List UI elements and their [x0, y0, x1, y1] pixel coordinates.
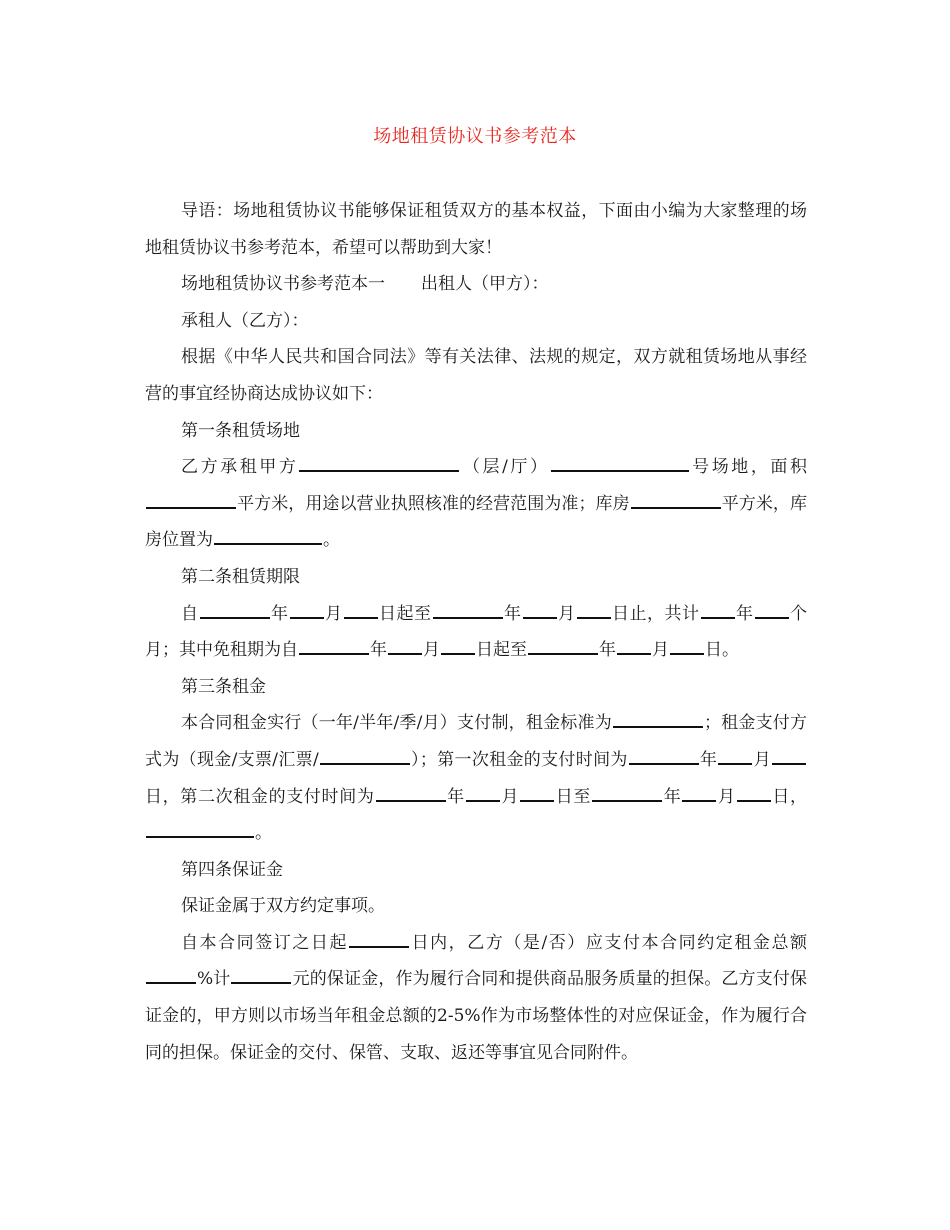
blank-field	[299, 458, 459, 472]
text-segment: 个月；其中免租期为自	[145, 603, 807, 661]
blank-field	[344, 605, 378, 619]
blank-field	[146, 824, 254, 838]
text-segment: 年	[503, 603, 522, 624]
blank-field	[682, 788, 716, 802]
text-segment: 日起至	[476, 640, 527, 661]
text-segment: %计	[197, 969, 231, 990]
blank-field	[551, 458, 689, 472]
blank-field	[146, 495, 236, 509]
preamble-paragraph: 根据《中华人民共和国合同法》等有关法律、法规的规定，双方就租赁场地从事经营的事宜经协商达成协议如下：	[145, 347, 807, 404]
text-segment: 。	[255, 823, 272, 844]
text-segment: 年	[663, 786, 682, 807]
text-segment: 年	[735, 603, 754, 624]
blank-field	[613, 714, 703, 728]
blank-field	[523, 605, 557, 619]
blank-field	[718, 751, 752, 765]
blank-field	[577, 605, 611, 619]
article-4-heading: 第四条保证金	[181, 859, 283, 880]
blank-field	[214, 531, 322, 545]
blank-field	[466, 788, 500, 802]
text-segment: 年	[599, 640, 616, 661]
text-segment: 日起至	[378, 603, 432, 624]
text-segment: 日内，乙方（是/否）应支付本合同约定租金总额	[410, 932, 807, 953]
blank-field	[146, 970, 196, 984]
text-segment: 年	[370, 640, 387, 661]
text-segment: 月	[423, 640, 440, 661]
text-segment: 自	[181, 603, 199, 624]
sample-heading-line	[145, 266, 807, 303]
blank-field	[441, 641, 475, 655]
text-segment: 乙方承租甲方	[181, 457, 299, 478]
text-segment: 日，	[771, 786, 808, 807]
blank-field	[617, 641, 651, 655]
article-2-paragraph	[145, 596, 807, 669]
blank-field	[433, 605, 503, 619]
text-segment: 月	[717, 786, 736, 807]
blank-field	[528, 641, 598, 655]
text-segment: 平方米，库房位置为	[145, 493, 808, 551]
blank-field	[376, 788, 446, 802]
text-segment: （层/厅）	[460, 457, 550, 478]
text-segment: 年	[446, 786, 465, 807]
article-1-paragraph	[145, 449, 807, 559]
text-segment: 年	[699, 749, 718, 770]
blank-field	[631, 495, 721, 509]
blank-field	[772, 751, 806, 765]
lessor-label: 出租人（甲方）：	[421, 274, 549, 295]
article-3-paragraph	[145, 705, 807, 851]
text-segment: ）；第一次租金的支付时间为	[410, 749, 628, 770]
article-4-paragraph-1: 保证金属于双方约定事项。	[181, 896, 385, 917]
text-segment: 月	[753, 749, 772, 770]
blank-field	[320, 751, 410, 765]
blank-field	[701, 605, 735, 619]
text-segment: 平方米，用途以营业执照核准的经营范围为准；库房	[237, 493, 630, 514]
sample-heading: 场地租赁协议书参考范本一	[181, 274, 385, 295]
article-4-paragraph-2	[145, 925, 807, 1071]
text-segment: 月	[652, 640, 669, 661]
text-segment: 日至	[555, 786, 592, 807]
text-segment: 自本合同签订之日起	[181, 932, 349, 953]
blank-field	[755, 605, 789, 619]
blank-field	[231, 970, 291, 984]
article-3-heading: 第三条租金	[181, 676, 266, 697]
text-segment: 本合同租金实行（一年/半年/季/月）支付制，租金标准为	[181, 713, 612, 734]
text-segment: 元的保证金，作为履行合同和提供商品服务质量的担保。乙方支付保证金的，甲方则以市场当年租金总额的2-5%作为市场整体性的对应保证金，作为履行合同的担保。保证金的交付、保管、支取、返还等事宜见合同附件。	[145, 969, 808, 1063]
blank-field	[349, 934, 409, 948]
text-segment: 日。	[705, 640, 739, 661]
text-segment: ；租金支付方式为（现金/支票/汇票/	[145, 713, 808, 770]
blank-field	[290, 605, 324, 619]
text-segment: 年	[270, 603, 289, 624]
lessee-label: 承租人（乙方）：	[181, 310, 309, 331]
blank-field	[670, 641, 704, 655]
document-body	[145, 193, 807, 1071]
text-segment: 月	[557, 603, 576, 624]
blank-field	[629, 751, 699, 765]
text-segment: 。	[323, 530, 340, 551]
text-segment: 日，第二次租金的支付时间为	[145, 786, 375, 807]
blank-field	[299, 641, 369, 655]
blank-field	[592, 788, 662, 802]
article-1-heading: 第一条租赁场地	[181, 420, 300, 441]
document-title: 场地租赁协议书参考范本	[373, 126, 577, 147]
blank-field	[200, 605, 270, 619]
blank-field	[388, 641, 422, 655]
intro-paragraph: 导语：场地租赁协议书能够保证租赁双方的基本权益，下面由小编为大家整理的场地租赁协议书参考范本，希望可以帮助到大家！	[145, 201, 807, 258]
text-segment: 月	[324, 603, 343, 624]
text-segment: 日止，共计	[611, 603, 700, 624]
text-segment: 月	[500, 786, 520, 807]
text-segment: 号场地，面积	[689, 457, 807, 478]
article-2-heading: 第二条租赁期限	[181, 566, 300, 587]
blank-field	[520, 788, 554, 802]
blank-field	[737, 788, 771, 802]
